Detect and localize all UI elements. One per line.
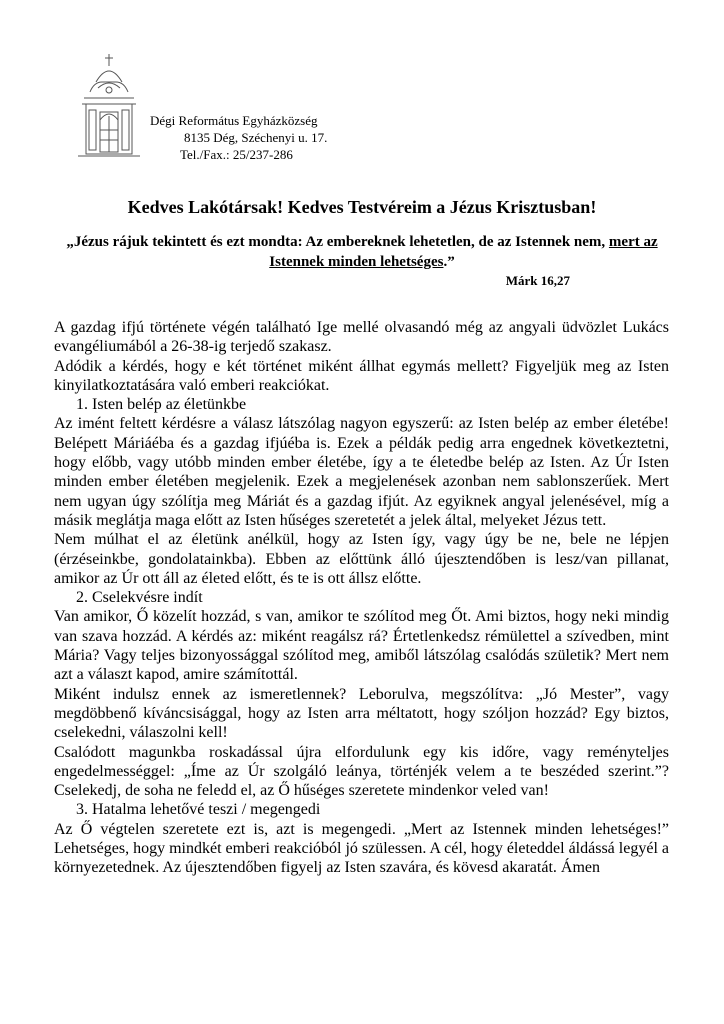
paragraph: Az imént feltett kérdésre a válasz látszólag nagyon egyszerű: az Isten belép az ember életébe! Belépett Máriáéba és a gazdag ifjúéba is. Ezek a példák pedig arra engednek következtetni, hogy előbb, vagy utóbb minden ember életébe, így a te életedbe belép az Isten. Az Úr Isten minden ember életében megjelenik. Ezek a megjelenések azonban nem sablonszerűek. Mert nem ugyan úgy szólítja meg Máriát és a gazdag ifjút. Az egyiknek angyal jelenésével, míg a másik meglátja maga előtt az Isten hűséges szeretetét a jelek által, melyeket Jézus tett. [54, 415, 669, 529]
organization-phone: Tel./Fax.: 25/237-286 [180, 147, 293, 162]
bible-quote [40, 232, 684, 272]
organization-name: Dégi Református Egyházközség [150, 113, 318, 128]
organization-address: 8135 Dég, Széchenyi u. 17. [184, 130, 328, 145]
letter-body [54, 318, 669, 878]
quote-underlined-text: mert az Istennek minden lehetséges [269, 234, 658, 270]
paragraph: Miként indulsz ennek az ismeretlennek? Leborulva, megszólítva: „Jó Mester”, vagy megdöbbenő kíváncsisággal, hogy az Isten arra méltatott, hogy szóljon hozzád? Egy biztos, cselekedni, válaszolni kell! [54, 685, 669, 742]
quote-reference: Márk 16,27 [505, 273, 570, 288]
quote-text-start: „Jézus rájuk tekintett és ezt mondta: Az embereknek lehetetlen, de az Istennek nem, [66, 234, 609, 250]
church-building-logo [74, 52, 144, 160]
quote-text-end: .” [443, 254, 455, 270]
paragraph: Csalódott magunkba roskadással újra elfordulunk egy kis időre, vagy reményteljes engedelmességgel: „Íme az Úr szolgáló leánya, történjék velem a te beszéded szerint.”? Cselekedj, de soha ne feledd el, az Ő hűséges szeretete mindenkor veled van! [54, 743, 669, 800]
section-heading: 3. Hatalma lehetővé teszi / megengedi [76, 801, 321, 819]
paragraph: Van amikor, Ő közelít hozzád, s van, amikor te szólítod meg Őt. Ami biztos, hogy neki mindig van szava hozzád. A kérdés az: miként reagálsz rá? Értetlenkedsz rémülettel a szívedben, mint Mária? Vagy teljes bizonyossággal szólítod meg, amiből látszólag csalódás születik? Mert nem azt a választ kapod, amire számítottál. [54, 608, 669, 684]
letter-title: Kedves Lakótársak! Kedves Testvéreim a Jézus Krisztusban! [127, 197, 597, 217]
section-heading: 1. Isten belép az életünkbe [76, 396, 247, 414]
paragraph: A gazdag ifjú története végén található Ige mellé olvasandó még az angyali üdvözlet Lukács evangéliumából a 26-38-ig terjedő szakasz. [54, 319, 669, 356]
section-heading: 2. Cselekvésre indít [76, 589, 203, 607]
paragraph: Adódik a kérdés, hogy e két történet miként állhat egymás mellett? Figyeljük meg az Isten kinyilatkoztatására való emberi reakciókat. [54, 357, 669, 394]
paragraph: Nem múlhat el az életünk anélkül, hogy az Isten így, vagy úgy be ne, bele ne lépjen (érzéseinkbe, gondolatainkba). Ebben az előttünk álló újesztendőben is lesz/van pillanat, amikor az Úr ott áll az életed előtt, és te is ott állsz előtte. [54, 531, 669, 587]
paragraph: Az Ő végtelen szeretete ezt is, azt is megengedi. „Mert az Istennek minden lehetséges!” Lehetséges, hogy mindkét emberi reakcióból jó szülessen. A cél, hogy életeddel áldássá legyél a környezetednek. Az újesztendőben figyelj az Isten szavára, és kövesd akaratát. Ámen [54, 820, 669, 877]
